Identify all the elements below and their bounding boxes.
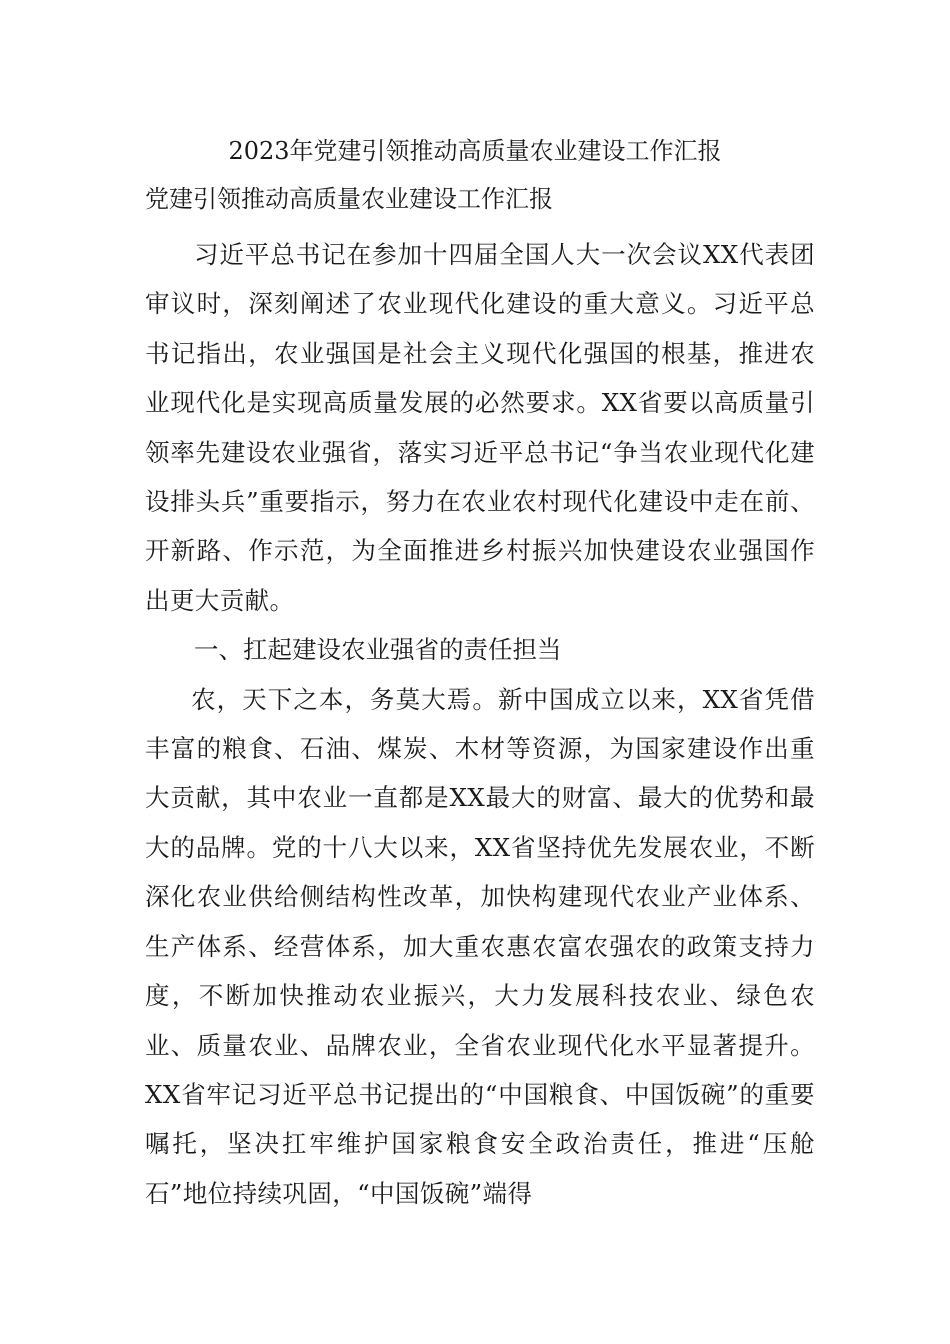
section-heading: 一、扛起建设农业强省的责任担当 xyxy=(194,635,562,665)
paragraph-intro: 习近平总书记在参加十四届全国人大一次会议XX代表团审议时，深刻阐述了农业现代化建设的重大意义。习近平总书记指出，农业强国是社会主义现代化强国的根基，推进农业现代化是实现高质量发展的必然要求。XX省要以高质量引领率先建设农业强省，落实习近平总书记“争当农业现代化建设排头兵”重要指示，努力在农业农村现代化建设中走在前、开新路、作示范，为全面推进乡村振兴加快建设农业强国作出更大贡献。 xyxy=(145,240,815,615)
document-title: 2023年党建引领推动高质量农业建设工作汇报 xyxy=(228,137,722,165)
document-subtitle: 党建引领推动高质量农业建设工作汇报 xyxy=(145,185,553,213)
document-body xyxy=(145,230,815,1218)
paragraph-section-1: 农，天下之本，务莫大焉。新中国成立以来，XX省凭借丰富的粮食、石油、煤炭、木材等资源，为国家建设作出重大贡献，其中农业一直都是XX最大的财富、最大的优势和最大的品牌。党的十八大以来，XX省坚持优先发展农业，不断深化农业供给侧结构性改革，加快构建现代农业产业体系、生产体系、经营体系，加大重农惠农富农强农的政策支持力度，不断加快推动农业振兴，大力发展科技农业、绿色农业、质量农业、品牌农业，全省农业现代化水平显著提升。XX省牢记习近平总书记提出的“中国粮食、中国饭碗”的重要嘱托，坚决扛牢维护国家粮食安全政治责任，推进“压舱石”地位持续巩固，“中国饭碗”端得 xyxy=(145,684,815,1208)
